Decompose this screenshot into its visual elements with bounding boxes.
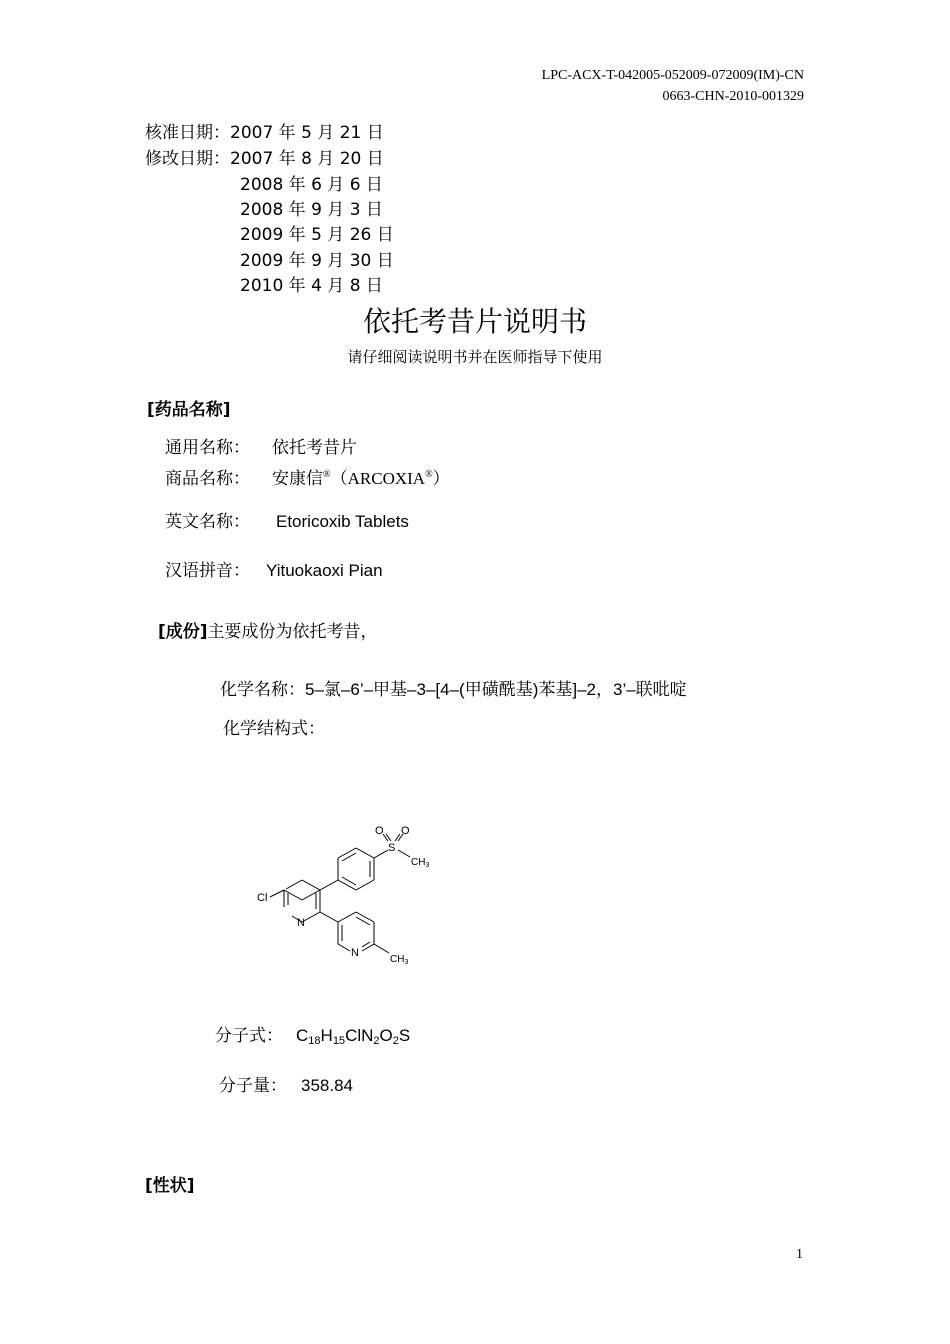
trade-name-cn: 安康信 [272,469,323,488]
structure-label: 化学结构式： [223,719,325,738]
pinyin-name-value: Yituokaoxi Pian [266,561,383,580]
revision-date-label: 修改日期： [145,149,230,169]
atom-sulfur: S [388,842,396,854]
english-name-label: 英文名称： [165,512,250,531]
methyl-subscript: 3 [425,862,430,869]
methyl-group-bottom [390,954,408,966]
formula-element: S [398,1026,411,1045]
trade-name-label: 商品名称： [165,469,250,488]
formula-element: H [320,1026,333,1045]
formula-element: O [379,1026,393,1045]
formula-element: ClN [345,1026,374,1045]
pinyin-name-label: 汉语拼音： [165,561,250,580]
chemical-name-value: 5–氯–6’–甲基–3–[4–(甲磺酰基)苯基]–2，3’–联吡啶 [305,680,687,699]
methyl-subscript: 3 [404,959,409,966]
methyl-group-top [411,857,429,869]
registered-mark: ® [323,469,331,480]
revision-date: 2010 年 4 月 8 日 [240,276,383,296]
molecular-weight-label: 分子量： [219,1076,287,1095]
generic-name-row [165,433,357,458]
section-heading-drug-name: [药品名称] [147,400,231,420]
approval-date-value: 2007 年 5 月 21 日 [230,123,384,143]
formula-subscript: 2 [373,1035,380,1047]
methyl-label: CH [390,954,405,965]
generic-name-value: 依托考昔片 [272,438,357,457]
methyl-label: CH [411,857,426,868]
registered-mark: ® [425,469,433,480]
revision-date-row [145,144,384,169]
composition-row [158,617,378,642]
composition-text: 主要成份为依托考昔， [207,622,378,641]
generic-name-label: 通用名称： [165,438,250,457]
document-title: 依托考昔片说明书 [362,305,587,338]
chemical-structure-diagram [240,825,460,990]
revision-date-value: 2007 年 8 月 20 日 [230,149,384,169]
document-subtitle: 请仔细阅读说明书并在医师指导下使用 [347,350,603,366]
approval-date-row [145,118,384,143]
document-code-line1: LPC-ACX-T-042005-052009-072009(IM)-CN [541,68,804,83]
section-heading-properties: [性状] [145,1176,195,1196]
formula-subscript: 15 [332,1035,346,1047]
atom-nitrogen: N [297,917,305,929]
english-name-value: Etoricoxib Tablets [276,512,409,531]
molecular-formula-label: 分子式： [215,1026,283,1045]
chemical-name-label: 化学名称： [220,680,305,699]
trade-name-row [165,464,450,489]
molecular-weight-value: 358.84 [301,1076,353,1095]
approval-date-label: 核准日期： [145,123,230,143]
atom-oxygen: O [401,825,410,837]
page-number: 1 [796,1247,803,1262]
molecular-weight-row [219,1071,353,1096]
formula-element: C [296,1026,309,1045]
revision-date: 2009 年 9 月 30 日 [240,251,394,271]
atom-nitrogen: N [351,947,359,959]
formula-subscript: 2 [392,1035,399,1047]
molecular-formula-value [296,1026,410,1045]
formula-subscript: 18 [308,1035,321,1047]
section-heading-composition: [成份] [158,622,208,642]
atom-chlorine: Cl [257,892,268,904]
chemical-name-row [220,675,687,700]
trade-name-en: （ARCOXIA [330,469,426,488]
pinyin-name-row [165,556,383,581]
molecular-formula-row [215,1021,410,1047]
revision-date: 2008 年 9 月 3 日 [240,200,383,220]
english-name-row [165,507,409,532]
revision-date: 2008 年 6 月 6 日 [240,175,383,195]
trade-name-close: ） [432,469,450,488]
document-code-line2: 0663-CHN-2010-001329 [662,89,804,104]
atom-oxygen: O [375,825,384,837]
revision-date: 2009 年 5 月 26 日 [240,225,394,245]
